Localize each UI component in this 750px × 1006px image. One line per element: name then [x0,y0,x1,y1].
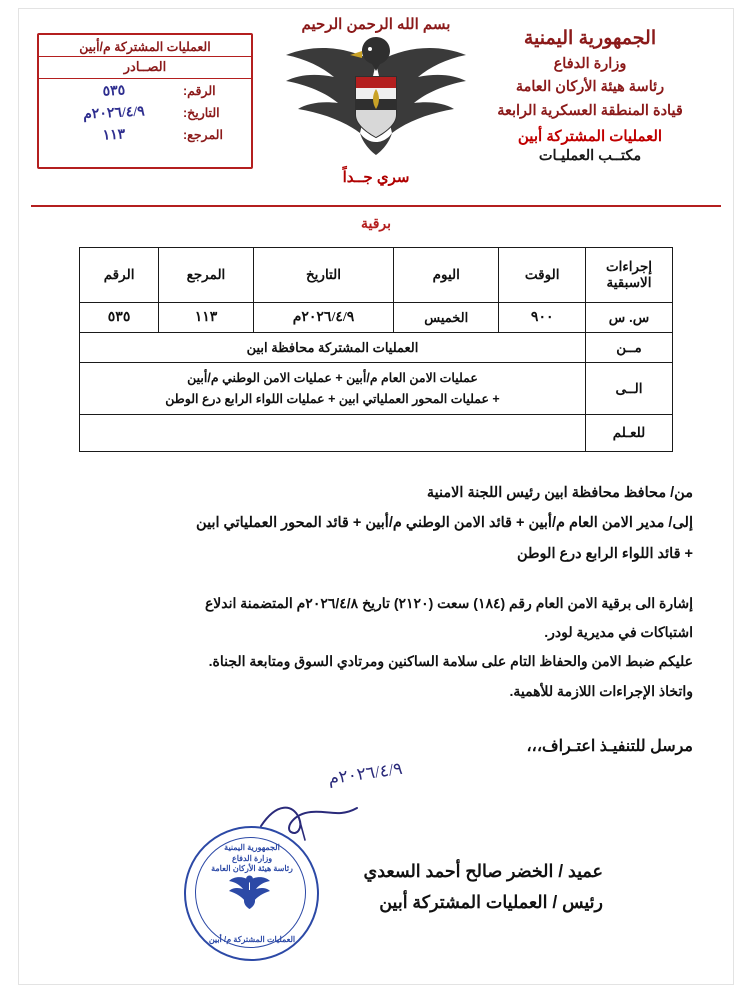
th-priority: إجراءات الاسبقية [586,248,673,303]
signer-title: رئيس / العمليات المشتركة أبين [379,891,603,912]
telegram-table [79,247,673,452]
seal-line-3: رئاسة هيئة الأركان العامة [211,864,293,873]
general-staff-name: رئاسة هيئة الأركان العامة [515,79,665,96]
th-day: اليوم [394,248,499,303]
table-header-row [80,248,673,303]
seal-bottom-line: العمليات المشتركة م/ أبين [208,935,296,944]
th-date: التاريخ [253,248,393,303]
body-from-line: من/ محافظ محافظة ابين رئيس اللجنة الامنية [426,485,693,501]
stamp-date-value: ٢٠٢٦/٤/٩م [82,104,146,123]
stamp-number-label: الرقم: [183,84,216,98]
td-priority: س. س [586,303,673,333]
signer-name: عميد / الخضر صالح أحمد السعدي [363,861,603,881]
table-row [80,303,673,333]
secrecy-label: سري جــداً [342,169,410,186]
ministry-name: وزارة الدفاع [553,56,627,72]
seal-line-1: الجمهورية اليمنية [224,843,280,852]
body-para1-line1: إشارة الى برقية الامن العام رقم (١٨٤) سعت (٢١٢٠) تاريخ ٢٠٢٦/٤/٨م المتضمنة اندلاع [204,594,693,611]
stamp-row-reference [45,125,245,147]
th-reference: المرجع [159,248,254,303]
td-number: ٥٣٥ [80,303,159,333]
body-to-line-2: + قائد اللواء الرابع درع الوطن [516,545,693,562]
telegram-table-wrap [79,247,673,452]
stamp-box-title: العمليات المشتركة م/أبين [39,35,251,57]
seal-eagle-icon [226,874,273,914]
table-row-to [80,363,673,415]
official-seal [184,826,320,962]
th-number: الرقم [80,248,159,303]
body-para2: عليكم ضبط الامن والحفاظ التام على سلامة الساكنين ومرتادي السوق ومتابعة الجناة. [208,653,693,670]
joint-operations-name: العمليات المشتركة أبين [517,128,663,146]
stamp-number-value: ٥٣٥ [102,83,126,100]
document-sheet [18,8,734,985]
body-para3: واتخاذ الإجراءات اللازمة للأهمية. [509,682,693,699]
td-to-label: الــى [586,363,673,415]
document-body [59,479,693,762]
telegram-label: برقية [360,215,392,231]
document-header [19,9,733,204]
stamp-row-number [45,81,245,103]
to-value-line-2: + عمليات المحور العملياتي ابين + عمليات اللواء الرابع درع الوطن [165,391,500,406]
body-to-line-1: إلى/ مدير الامن العام م/أبين + قائد الامن الوطني م/أبين + قائد المحور العملياتي ابين [196,515,693,532]
footer-strip [19,962,733,984]
header-divider [31,205,721,207]
basmala-text: بسم الله الرحمن الرحيم [301,16,451,33]
stamp-reference-label: المرجع: [183,128,223,143]
outgoing-stamp-box [37,33,253,169]
td-date: ٢٠٢٦/٤/٩م [253,303,393,333]
td-info-label: للعـلم [586,415,673,452]
stamp-reference-value: ١١٣ [102,127,126,144]
stamp-box-subtitle: الصــادر [39,57,251,79]
td-to-value [80,363,586,415]
region-command-name: قيادة المنطقة العسكرية الرابعة [497,102,683,119]
body-send-line: مرسل للتنفيـذ اعتـراف،،، [526,737,693,755]
td-from-label: مــن [586,333,673,363]
stamp-date-label: التاريخ: [183,106,220,121]
country-name: الجمهورية اليمنية [523,28,657,49]
td-reference: ١١٣ [159,303,254,333]
body-para1-line2: اشتباكات في مديرية لودر. [544,624,693,641]
seal-line-2: وزارة الدفاع [231,854,273,863]
th-time: الوقت [499,248,586,303]
eagle-emblem-icon [264,29,488,161]
table-row-from [80,333,673,363]
emblem-block [261,15,491,186]
signature-area [19,758,733,974]
operations-office-name: مكتــب العمليـات [538,148,642,165]
authority-block [459,27,721,164]
signature-names [364,856,603,917]
to-value-line-1: عمليات الامن العام م/أبين + عمليات الامن الوطني م/أبين [187,371,478,385]
td-from-value: العمليات المشتركة محافظة ابين [80,333,586,363]
table-row-info [80,415,673,452]
body-paragraphs [59,590,693,705]
td-day: الخميس [394,303,499,333]
stamp-row-date [45,103,245,125]
handwritten-date: ٢٠٢٦/٤/٩م [327,758,404,789]
td-time: ٩٠٠ [499,303,586,333]
td-info-value [80,415,586,452]
stamp-box-rows [39,79,251,147]
